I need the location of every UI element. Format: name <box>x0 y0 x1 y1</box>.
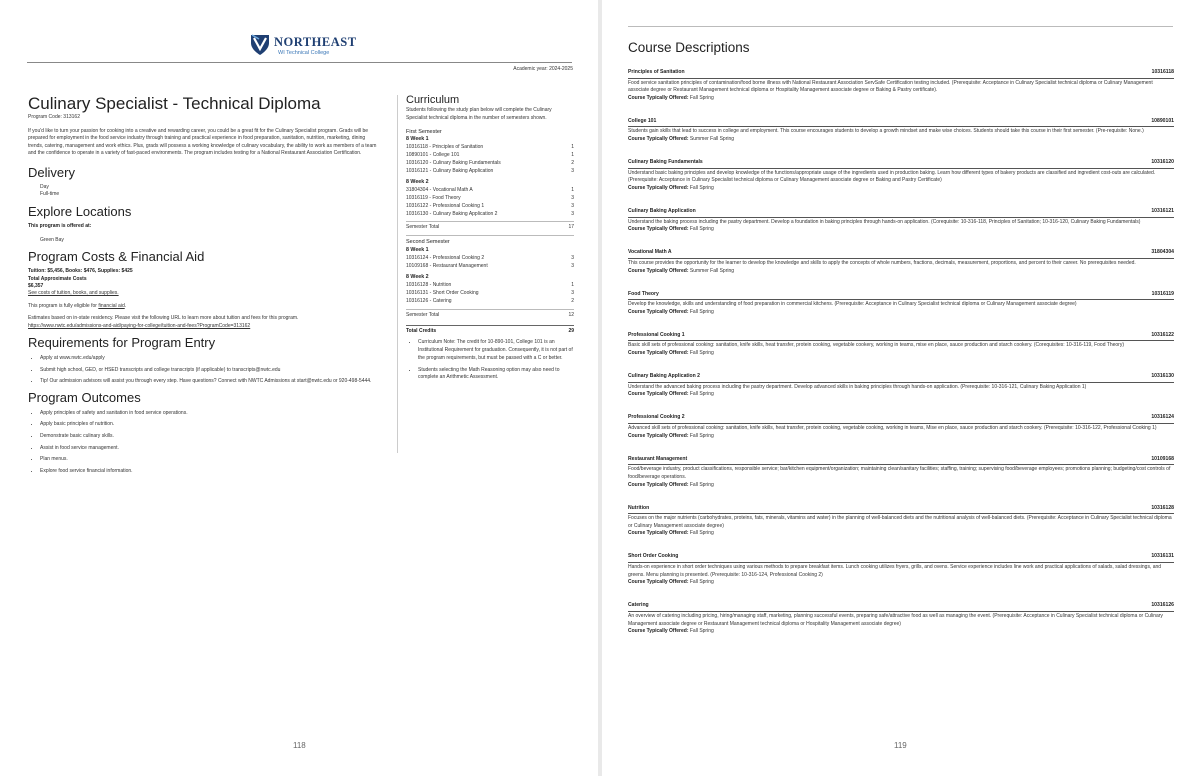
course-description: Understand the baking process including the pastry department. Develop a foundation in baking principles through hands-on application. (Corequisite: 10-316-118, Principles of Sanitation; 10-316-120, Culinary Baking Fundamentals) <box>628 218 1141 225</box>
week-label: 8 Week 2 <box>406 274 429 281</box>
offered-terms: Fall Spring <box>689 530 714 537</box>
tuition-url-link[interactable]: https://www.nwtc.edu/admissions-and-aid/paying-for-college/tuition-and-fees?ProgramCode=313162 <box>28 322 251 329</box>
outcome-item: • Demonstrate basic culinary skills. <box>40 433 380 440</box>
requirement-item: • Tip! Our admission advisors will assist you through every step. Have questions? Connect with NWTC Admissions at start@nwtc.edu or 920-498-5444. <box>40 378 380 385</box>
course-offered <box>628 185 1174 193</box>
course-description: Understand basic baking principles and develop knowledge of the functions/appropriate usage of the ingredients used in production baking. Learn how different types of bakery products are classified and ingredient cost-outs are calculated. (Prerequisite: Acceptance in Culinary Specialist technical diploma or Culinary Management associate degree or Baking and Pastry Certificate) <box>628 169 1156 184</box>
offered-terms: Summer Fall Spring <box>689 267 735 274</box>
location-name: Green Bay <box>40 236 64 243</box>
course-description: An overview of catering including pricing, hiring/managing staff, marketing, planning successful events, preparing safe/attractive food as well as managing the event. (Prerequisite: Acceptance in Culinary Specialist technical diploma or Culinary Management associate degree or Restaurant Management technical diploma or Hospitality Management associate degree) <box>628 612 1163 627</box>
costs-heading: Program Costs & Financial Aid <box>28 249 205 265</box>
course-credits: 2 <box>571 159 574 166</box>
course-title: Nutrition <box>628 504 650 511</box>
semester-name: First Semester <box>406 128 442 135</box>
outcome-item: • Plan menus. <box>40 456 380 463</box>
course-name: 10316126 - Catering <box>406 297 452 304</box>
course-credits: 3 <box>571 289 574 296</box>
course-row <box>406 298 574 306</box>
course-credits: 1 <box>571 187 574 194</box>
course-header <box>628 249 1174 259</box>
course-title: Catering <box>628 602 649 609</box>
course-header <box>628 505 1174 515</box>
offered-label: Course Typically Offered: <box>628 628 689 635</box>
course-code: 10316131 <box>1151 553 1174 560</box>
course-header <box>628 118 1174 128</box>
course-name: 10316122 - Professional Cooking 1 <box>406 202 485 209</box>
outcome-item: • Assist in food service management. <box>40 445 380 452</box>
course-offered <box>628 530 1174 538</box>
course-entry <box>628 602 1174 635</box>
course-entry <box>628 69 1174 102</box>
offered-label: Course Typically Offered: <box>628 184 689 191</box>
college-logo <box>250 33 360 59</box>
page-title: Culinary Specialist - Technical Diploma <box>28 94 321 113</box>
course-offered <box>628 226 1174 234</box>
course-offered <box>628 628 1174 636</box>
course-row <box>406 195 574 203</box>
course-name: 10316131 - Short Order Cooking <box>406 289 479 296</box>
course-code: 10109168 <box>1151 455 1174 462</box>
course-offered <box>628 579 1174 587</box>
offered-label: Course Typically Offered: <box>628 432 689 439</box>
outcome-item: • Apply basic principles of nutrition. <box>40 421 380 428</box>
week-label: 8 Week 1 <box>406 246 429 253</box>
costs-breakdown: Tuition: $5,456, Books: $476, Supplies: $425 <box>28 268 133 275</box>
course-name: 10316130 - Culinary Baking Application 2 <box>406 210 498 217</box>
course-offered <box>628 309 1174 317</box>
requirements-heading: Requirements for Program Entry <box>28 335 216 351</box>
course-entry <box>628 414 1174 440</box>
course-name: 31804304 - Vocational Math A <box>406 187 473 194</box>
course-descriptions-list <box>628 69 1174 651</box>
course-entry <box>628 373 1174 399</box>
semester-total <box>406 312 574 320</box>
estimates-text: Estimates based on in-state residency. Please visit the following URL to learn more about tuition and fees for this program. <box>28 315 299 322</box>
logo-subtitle: WI Technical College <box>278 50 330 56</box>
course-title: Vocational Math A <box>628 249 672 256</box>
course-code: 10316130 <box>1151 373 1174 380</box>
course-credits: 2 <box>571 297 574 304</box>
financial-aid-link[interactable]: financial aid <box>98 302 125 309</box>
course-offered <box>628 350 1174 358</box>
course-row <box>406 160 574 168</box>
course-title: Restaurant Management <box>628 455 688 462</box>
course-entry <box>628 553 1174 586</box>
course-title: Culinary Baking Application 2 <box>628 373 700 380</box>
course-credits: 3 <box>571 167 574 174</box>
course-description: Hands-on experience in short order techniques using various methods to prepare breakfast items. Lunch cooking utilizes fryers, grills, and ovens. Service experience includes line work and practical applications of salads, salad dressings, and greens. Menu planning is presented. (Prerequisite: 10-316-124, Professional Cooking 2) <box>628 564 1162 578</box>
course-header <box>628 291 1174 301</box>
course-code: 10890101 <box>1151 117 1174 124</box>
offered-terms: Summer Fall Spring <box>689 136 735 143</box>
course-header <box>628 456 1174 466</box>
course-descriptions-heading: Course Descriptions <box>628 40 750 55</box>
course-header <box>628 159 1174 169</box>
column-divider <box>397 95 398 453</box>
financial-aid-text <box>28 303 380 310</box>
course-name: 10890101 - College 101 <box>406 151 460 158</box>
course-row <box>406 168 574 176</box>
course-entry <box>628 332 1174 358</box>
course-code: 10316119 <box>1151 290 1174 297</box>
course-row <box>406 255 574 263</box>
course-offered <box>628 482 1174 490</box>
top-rule <box>628 26 1173 27</box>
curriculum-note: • Curriculum Note: The credit for 10-890-101, College 101 is an Institutional Requirement for graduation. Consequently, it is not part of the program requirements, but must be passed with a C or better. <box>418 339 574 362</box>
academic-year: Academic year: 2024-2025 <box>513 66 573 72</box>
course-header <box>628 69 1174 79</box>
course-code: 10316120 <box>1151 159 1174 166</box>
course-header <box>628 332 1174 342</box>
course-description: Understand the advanced baking process including the pastry department. Develop advanced skills in baking principles through hands-on application. (Prerequisite: 10-316-121, Culinary Baking Application 1) <box>628 383 1087 390</box>
semester-name: Second Semester <box>406 239 450 246</box>
delivery-item: Full-time <box>40 191 60 198</box>
course-code: 10316122 <box>1151 331 1174 338</box>
program-code: Program Code: 313162 <box>28 114 80 120</box>
course-row <box>406 187 574 195</box>
semester-total <box>406 224 574 232</box>
top-rule <box>27 62 572 63</box>
locations-heading: Explore Locations <box>28 204 132 220</box>
course-code: 10316126 <box>1151 602 1174 609</box>
course-row <box>406 211 574 219</box>
outcomes-list <box>28 410 380 475</box>
course-credits: 3 <box>571 194 574 201</box>
course-entry <box>628 208 1174 234</box>
course-credits: 3 <box>571 262 574 269</box>
course-code: 31804304 <box>1151 249 1174 256</box>
page-number-right: 119 <box>894 741 907 750</box>
offered-label: Course Typically Offered: <box>628 481 689 488</box>
offered-terms: Fall Spring <box>689 432 714 439</box>
course-entry <box>628 159 1174 192</box>
offered-terms: Fall Spring <box>689 226 714 233</box>
course-name: 10316128 - Nutrition <box>406 282 452 289</box>
course-name: 10316120 - Culinary Baking Fundamentals <box>406 159 501 166</box>
offered-terms: Fall Spring <box>689 308 714 315</box>
offered-label: Course Typically Offered: <box>628 530 689 537</box>
course-name: 10109168 - Restaurant Management <box>406 262 488 269</box>
course-description: Food service sanitation principles of contamination/food borne illness with National Restaurant Association ServSafe Certification testing included. (Prerequisite: Acceptance in Culinary Specialist technical diploma or Culinary Management associate degree or Restaurant Management technical diploma or Hospitality Management associate degree or Baking & Pastry certificate). <box>628 79 1153 94</box>
course-description: Basic skill sets of professional cooking: sanitation, knife skills, heat transfer, protein cooking, vegetable cookery, working in teams, mise en place, sauce production and starch cookery. (Corequisites: 10-316-119, Food Theory) <box>628 342 1124 349</box>
right-page <box>602 0 1200 776</box>
offered-label: Course Typically Offered: <box>628 350 689 357</box>
course-code: 10316121 <box>1151 208 1174 215</box>
offered-terms: Fall Spring <box>689 94 714 101</box>
course-row <box>406 290 574 298</box>
course-code: 10316118 <box>1151 69 1174 75</box>
course-credits: 3 <box>571 202 574 209</box>
course-entry <box>628 118 1174 144</box>
course-name: 10316119 - Food Theory <box>406 194 461 201</box>
left-page <box>0 0 598 776</box>
course-name: 10316118 - Principles of Sanitation <box>406 144 484 151</box>
course-credits: 1 <box>571 151 574 158</box>
total-credits <box>406 328 574 336</box>
course-code: 10316128 <box>1151 504 1174 511</box>
course-credits: 1 <box>571 144 574 151</box>
semester-total-value: 12 <box>568 311 574 318</box>
course-row <box>406 282 574 290</box>
course-title: College 101 <box>628 117 657 124</box>
course-row <box>406 263 574 271</box>
course-title: Principles of Sanitation <box>628 69 685 75</box>
course-description: Food/beverage industry, product classifications, responsible service; bar/kitchen equipment/organization; maintaining clean/sanitary facilities; staffing, training; supervising food/beverage employees; promotions planning; budgeting/cost controls of food/beverage operations. <box>628 466 1171 480</box>
course-credits: 1 <box>571 282 574 289</box>
requirement-item: • Apply at www.nwtc.edu/apply <box>40 355 380 362</box>
offered-label: Course Typically Offered: <box>628 308 689 315</box>
offered-label: Course Typically Offered: <box>628 579 689 586</box>
semester-total-label: Semester Total <box>406 224 440 231</box>
course-title: Professional Cooking 2 <box>628 414 685 421</box>
course-header <box>628 553 1174 563</box>
delivery-heading: Delivery <box>28 164 75 180</box>
course-title: Short Order Cooking <box>628 553 679 560</box>
delivery-list <box>28 184 380 199</box>
course-credits: 3 <box>571 210 574 217</box>
course-offered <box>628 268 1174 276</box>
course-offered <box>628 95 1174 103</box>
course-header <box>628 208 1174 218</box>
course-name: 10316121 - Culinary Baking Application <box>406 167 494 174</box>
semester-total-label: Semester Total <box>406 311 440 318</box>
offered-terms: Fall Spring <box>689 391 714 398</box>
course-entry <box>628 456 1174 489</box>
curriculum-note: • Students selecting the Math Reasoning option may also need to complete an Arithmetic Assessment. <box>418 367 574 383</box>
offered-label: Course Typically Offered: <box>628 226 689 233</box>
page-number-left: 118 <box>293 741 306 750</box>
course-description: This course provides the opportunity for the learner to develop the knowledge and skills to apply the concepts of whole numbers, fractions, decimals, measurement, proportions, and percent to their career. No prerequisites needed. <box>628 259 1136 266</box>
course-title: Professional Cooking 1 <box>628 331 685 338</box>
offered-terms: Fall Spring <box>689 481 714 488</box>
course-entry <box>628 249 1174 275</box>
curriculum-heading: Curriculum <box>406 94 460 106</box>
program-intro: If you'd like to turn your passion for cooking into a creative and rewarding career, you could be a great fit for the Culinary Specialist program. Grads will be prepared for employment in the food service industry through training and practical experience in food preparation, sanitation, nutrition, marketing, dining trends, catering, management and work ethics. Plus, grads will possess a working knowledge of culinary vocabulary, the ability to work as members of a team and the confidence to operate in a variety of fast-paced environments. The program includes testing for a National Restaurant Association Certification. <box>28 128 377 157</box>
offered-terms: Fall Spring <box>689 579 714 586</box>
course-title: Food Theory <box>628 290 659 297</box>
offered-label: Course Typically Offered: <box>628 136 689 143</box>
financial-aid-prefix: This program is fully eligible for <box>28 302 99 309</box>
week-label: 8 Week 1 <box>406 136 429 143</box>
semester-total-value: 17 <box>568 224 574 231</box>
total-costs-value: $6,357 <box>28 283 44 290</box>
course-description: Focuses on the major nutrients (carbohydrates, proteins, fats, minerals, vitamins and water) in the planning of well-balanced diets and the nutritional analysis of well-balanced diets. (Prerequisite: Acceptance in Culinary Specialist technical diploma or Culinary Management associate degree) <box>628 515 1172 529</box>
course-offered <box>628 433 1174 441</box>
course-credits: 3 <box>571 254 574 261</box>
costs-link[interactable]: See costs of tuition, books, and supplies. <box>28 290 119 297</box>
curriculum-notes <box>406 339 574 382</box>
curriculum-intro: Students following the study plan below will complete the Culinary Specialist technical diploma in the number of semesters shown. <box>406 107 552 121</box>
outcome-item: • Explore food service financial information. <box>40 468 380 475</box>
financial-aid-suffix: . <box>124 302 127 309</box>
offered-label: Course Typically Offered: <box>628 267 689 274</box>
logo-name: NORTHEAST <box>274 35 357 49</box>
requirement-item: • Submit high school, GED, or HSED transcripts and college transcripts (if applicable) to transcripts@nwtc.edu <box>40 367 380 374</box>
course-description: Develop the knowledge, skills and understanding of food preparation in commercial kitchens. (Prerequisite: Acceptance in Culinary Specialist technical diploma or Culinary Management associate degree) <box>628 301 1077 308</box>
course-row <box>406 152 574 160</box>
offered-terms: Fall Spring <box>689 184 714 191</box>
locations-label: This program is offered at: <box>28 223 92 230</box>
offered-terms: Fall Spring <box>689 350 714 357</box>
delivery-item: Day <box>40 183 49 190</box>
course-header <box>628 373 1174 383</box>
course-description: Advanced skill sets of professional cooking: sanitation, knife skills, heat transfer, protein cooking, vegetable cooking, working in teams, Mise en place, sauce production and starch cookery. (Prerequisite: 10-316-122, Professional Cooking 1) <box>628 425 1157 432</box>
curriculum-section <box>406 94 574 386</box>
outcome-item: • Apply principles of safety and sanitation in food service operations. <box>40 410 380 417</box>
total-credits-label: Total Credits <box>406 328 437 335</box>
course-title: Culinary Baking Fundamentals <box>628 159 703 166</box>
course-offered <box>628 136 1174 144</box>
total-credits-value: 29 <box>568 328 574 335</box>
course-row <box>406 203 574 211</box>
offered-label: Course Typically Offered: <box>628 391 689 398</box>
requirements-list <box>28 355 380 386</box>
course-name: 10316124 - Professional Cooking 2 <box>406 254 485 261</box>
offered-label: Course Typically Offered: <box>628 94 689 101</box>
course-entry <box>628 505 1174 538</box>
course-header <box>628 602 1174 612</box>
week-label: 8 Week 2 <box>406 179 429 186</box>
course-entry <box>628 291 1174 317</box>
outcomes-heading: Program Outcomes <box>28 389 141 405</box>
course-header <box>628 414 1174 424</box>
course-row <box>406 144 574 152</box>
course-code: 10316124 <box>1151 414 1174 421</box>
course-offered <box>628 391 1174 399</box>
total-costs-label: Total Approximate Costs <box>28 275 87 282</box>
course-title: Culinary Baking Application <box>628 208 696 215</box>
shield-logo-icon <box>250 33 270 57</box>
offered-terms: Fall Spring <box>689 628 714 635</box>
course-description: Students gain skills that lead to success in college and employment. This course encourages students to develop a growth mindset and make wise choices. Students should take this course in their first semester. (Pre-requisite: None.) <box>628 128 1144 135</box>
program-details <box>28 128 380 479</box>
